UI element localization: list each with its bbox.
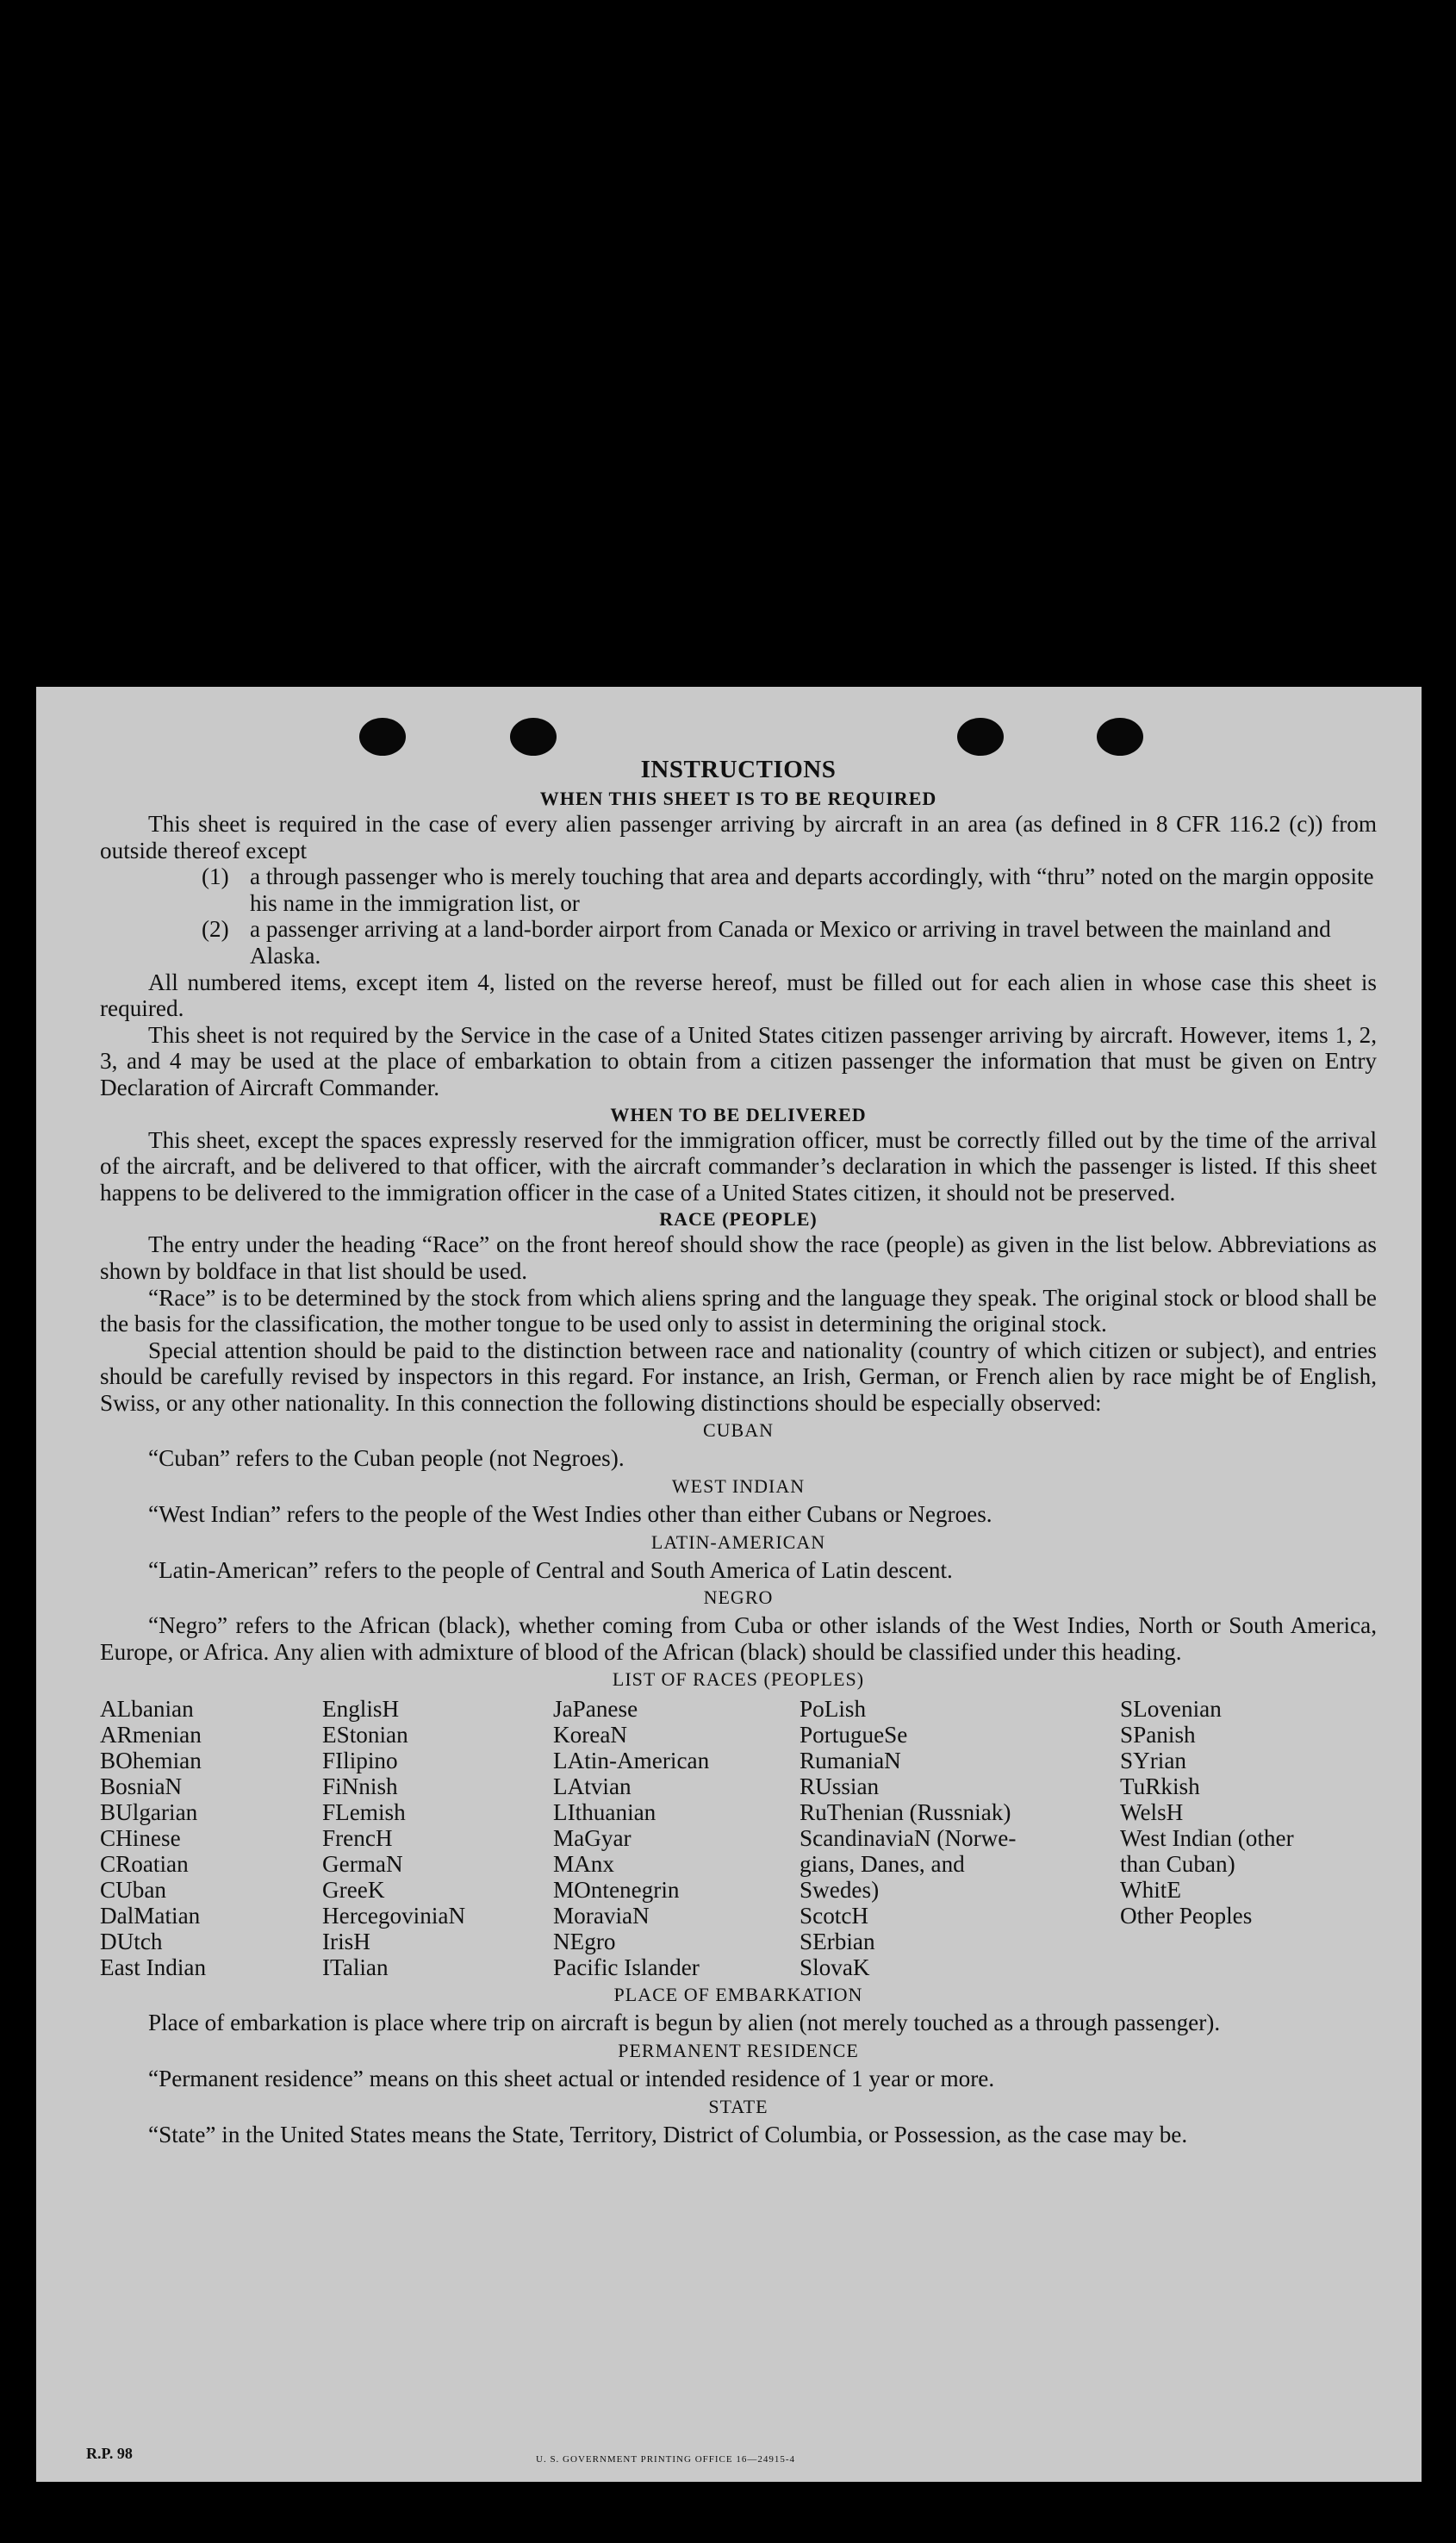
section-heading-delivered: WHEN TO BE DELIVERED — [610, 1103, 867, 1125]
instructions-body — [100, 754, 1377, 2147]
race-entry: CUban — [100, 1877, 167, 1904]
races-column — [322, 1696, 465, 1980]
race-entry: FiNnish — [322, 1773, 398, 1800]
races-column — [100, 1696, 206, 1980]
race-entry: ScandinaviaN (Norwe- — [800, 1825, 1017, 1852]
race-entry: GermaN — [322, 1851, 403, 1878]
race-entry: SlovaK — [800, 1954, 870, 1981]
race-entry: MoraviaN — [553, 1903, 650, 1929]
section-heading-required: WHEN THIS SHEET IS TO BE REQUIRED — [539, 788, 937, 809]
race-entry: IrisH — [322, 1929, 370, 1955]
race-entry: MaGyar — [553, 1825, 632, 1852]
paragraph: “Permanent residence” means on this sheet actual or intended residence of 1 year or more. — [148, 2066, 995, 2092]
race-entry: NEgro — [553, 1929, 616, 1955]
race-entry: RumaniaN — [800, 1748, 901, 1774]
race-entry: HercegoviniaN — [322, 1903, 466, 1929]
race-entry: Other Peoples — [1120, 1903, 1253, 1929]
exception-list — [202, 863, 1377, 969]
list-item — [202, 863, 1377, 916]
race-entry: gians, Danes, and — [800, 1851, 965, 1878]
race-entry: ITalian — [322, 1954, 389, 1981]
list-item — [202, 916, 1377, 969]
race-entry: DalMatian — [100, 1903, 201, 1929]
races-column — [553, 1696, 709, 1980]
section-heading-race: RACE (PEOPLE) — [659, 1208, 818, 1231]
race-entry: CRoatian — [100, 1851, 189, 1878]
paragraph: “Race” is to be determined by the stock from which aliens spring and the language they speak. The original stock or blood shall be the basis for the classification, the mother tongue to be used only to assist in determining the original stock. — [100, 1284, 1377, 1337]
subheading-residence: PERMANENT RESIDENCE — [618, 2040, 859, 2062]
race-entry: MAnx — [553, 1851, 614, 1878]
paragraph: The entry under the heading “Race” on the front hereof should show the race (people) as given in the list below. Abbreviations as shown by boldface in that list should be used. — [100, 1231, 1377, 1284]
race-entry: FLemish — [322, 1799, 406, 1826]
punch-hole — [359, 718, 406, 756]
race-entry: BOhemian — [100, 1748, 202, 1774]
subheading-list-of-races: LIST OF RACES (PEOPLES) — [612, 1668, 865, 1691]
punch-hole — [1097, 718, 1143, 756]
form-number: R.P. 98 — [86, 2445, 133, 2462]
race-entry: Pacific Islander — [553, 1954, 700, 1981]
paragraph: “Negro” refers to the African (black), whether coming from Cuba or other islands of the West Indies, North or South America, Europe, or Africa. Any alien with admixture of blood of the African (black) should be classified under this heading. — [100, 1612, 1377, 1665]
race-entry: West Indian (other — [1120, 1825, 1294, 1852]
race-entry: RuThenian (Russniak) — [800, 1799, 1011, 1826]
race-entry: BUlgarian — [100, 1799, 198, 1826]
race-entry: ALbanian — [100, 1696, 194, 1723]
race-entry: than Cuban) — [1120, 1851, 1235, 1878]
subheading-latin-american: LATIN-AMERICAN — [650, 1530, 826, 1553]
race-entry: SLovenian — [1120, 1696, 1222, 1723]
item-number: (1) — [202, 863, 229, 890]
race-entry: RUssian — [800, 1773, 880, 1800]
paragraph: This sheet is required in the case of every alien passenger arriving by aircraft in an area (as defined in 8 CFR 116.2 (c)) from outside thereof except — [100, 811, 1377, 863]
race-entry: LAtvian — [553, 1773, 632, 1800]
race-entry: KoreaN — [553, 1722, 628, 1748]
paragraph: Place of embarkation is place where trip on aircraft is begun by alien (not merely touched as a through passenger). — [148, 2010, 1221, 2036]
paragraph: “Cuban” refers to the Cuban people (not Negroes). — [148, 1445, 625, 1472]
race-entry: PortugueSe — [800, 1722, 908, 1748]
race-entry: EnglisH — [322, 1696, 400, 1723]
punch-hole — [510, 718, 557, 756]
subheading-embarkation: PLACE OF EMBARKATION — [613, 1984, 863, 2006]
item-text: a through passenger who is merely touching that area and departs accordingly, with “thru” noted on the margin opposite his name in the immigration list, or — [250, 863, 1374, 916]
race-entry: SYrian — [1120, 1748, 1187, 1774]
race-entry: WelsH — [1120, 1799, 1184, 1826]
race-entry: JaPanese — [553, 1696, 638, 1723]
page-title: INSTRUCTIONS — [640, 756, 837, 783]
race-entry: GreeK — [322, 1877, 385, 1904]
race-entry: MOntenegrin — [553, 1877, 680, 1904]
race-entry: LAtin-American — [553, 1748, 710, 1774]
paragraph: This sheet is not required by the Service in the case of a United States citizen passenger arriving by aircraft. However, items 1, 2, 3, and 4 may be used at the place of embarkation to obtain from a citizen passenger the information that must be given on Entry Declaration of Aircraft Commander. — [100, 1021, 1377, 1100]
race-entry: WhitE — [1120, 1877, 1181, 1904]
paragraph: “Latin-American” refers to the people of Central and South America of Latin descent. — [148, 1556, 953, 1583]
race-entry: ScotcH — [800, 1903, 869, 1929]
paragraph: Special attention should be paid to the distinction between race and nationality (country of which citizen or subject), and entries should be carefully revised by inspectors in this regard. For instance, an Irish, German, or French alien by race might be of English, Swiss, or any other nationality. In this connection the following distinctions should be especially observed: — [100, 1337, 1377, 1416]
races-column — [1120, 1696, 1294, 1929]
race-entry: SErbian — [800, 1929, 875, 1955]
race-entry: FrencH — [322, 1825, 393, 1852]
subheading-cuban: CUBAN — [702, 1419, 774, 1442]
races-table — [100, 1696, 1377, 1980]
race-entry: FIlipino — [322, 1748, 398, 1774]
printer-imprint: U. S. GOVERNMENT PRINTING OFFICE 16—24915-4 — [536, 2454, 796, 2465]
subheading-state: STATE — [708, 2095, 768, 2117]
race-entry: Swedes) — [800, 1877, 880, 1904]
race-entry: EStonian — [322, 1722, 408, 1748]
race-entry: East Indian — [100, 1954, 207, 1981]
race-entry: PoLish — [800, 1696, 867, 1723]
race-entry: CHinese — [100, 1825, 181, 1852]
subheading-west-indian: WEST INDIAN — [671, 1475, 806, 1498]
paragraph: “West Indian” refers to the people of the West Indies other than either Cubans or Negroes. — [148, 1501, 992, 1528]
race-entry: BosniaN — [100, 1773, 183, 1800]
subheading-negro: NEGRO — [703, 1586, 774, 1609]
punch-hole — [957, 718, 1004, 756]
item-text: a passenger arriving at a land-border airport from Canada or Mexico or arriving in travel between the mainland and Alaska. — [250, 916, 1331, 969]
race-entry: ARmenian — [100, 1722, 202, 1748]
race-entry: LIthuanian — [553, 1799, 656, 1826]
item-number: (2) — [202, 916, 229, 943]
document-sheet — [36, 687, 1422, 2482]
paragraph: All numbered items, except item 4, listed on the reverse hereof, must be filled out for each alien in whose case this sheet is required. — [100, 969, 1377, 1022]
races-column — [800, 1696, 1016, 1980]
paragraph: “State” in the United States means the State, Territory, District of Columbia, or Possession, as the case may be. — [148, 2121, 1188, 2147]
paragraph: This sheet, except the spaces expressly reserved for the immigration officer, must be correctly filled out by the time of the arrival of the aircraft, and be delivered to that officer, with the aircraft commander’s declaration in which the passenger is listed. If this sheet happens to be delivered to the immigration officer in the case of a United States citizen, it should not be preserved. — [100, 1126, 1377, 1206]
race-entry: SPanish — [1120, 1722, 1196, 1748]
race-entry: TuRkish — [1120, 1773, 1200, 1800]
race-entry: DUtch — [100, 1929, 163, 1955]
